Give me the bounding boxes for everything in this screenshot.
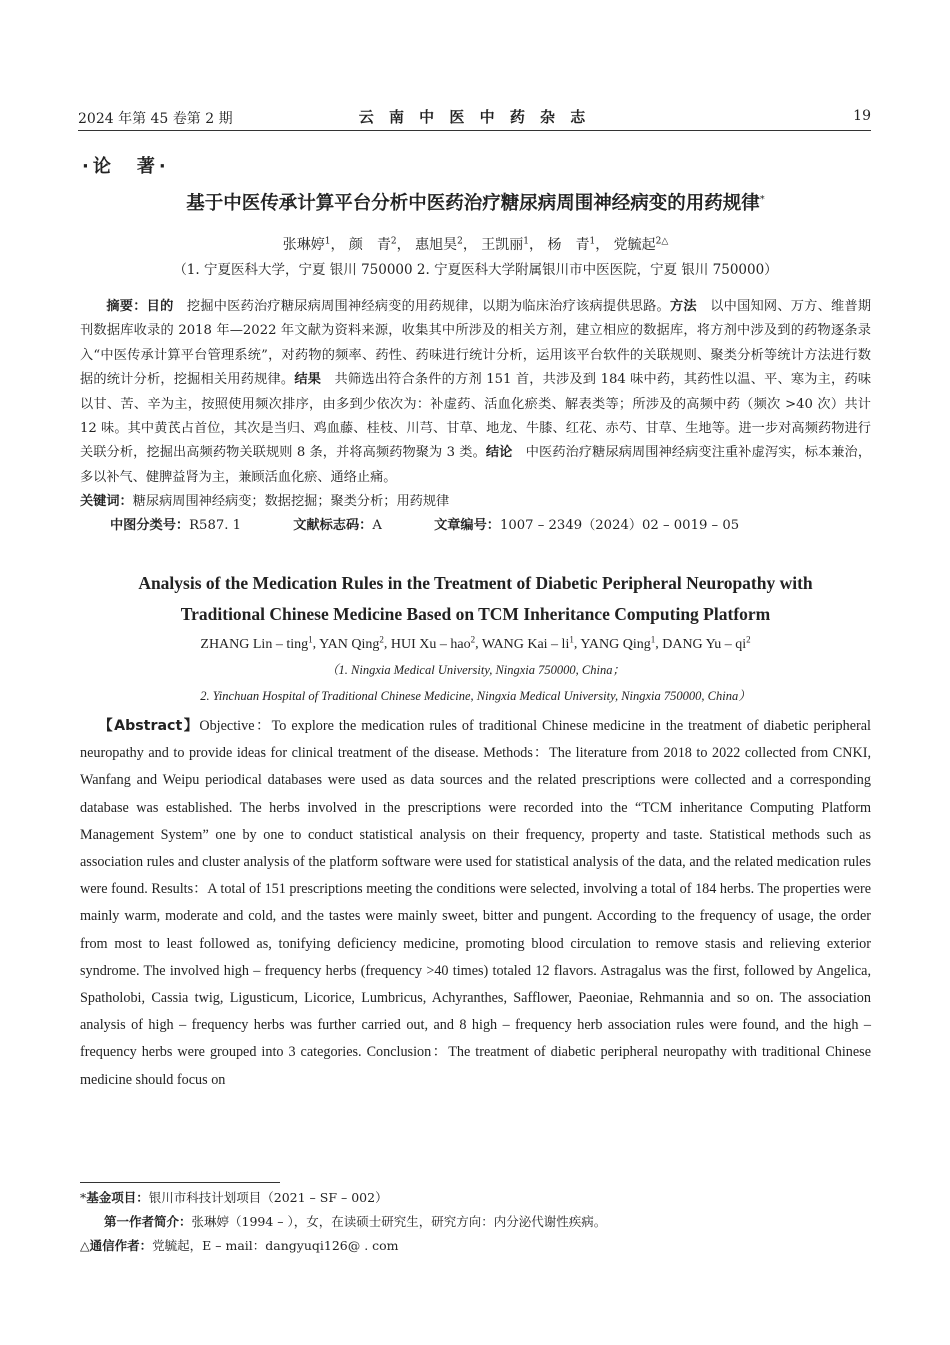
english-affiliation: （1. Ningxia Medical University, Ningxia 750000, China； 2. Yinchuan Hospital of Traditional Chinese Medicine, Ningxia Medical University, Ningxia 750000, China） — [200, 662, 751, 703]
issue-info: 2024 年第 45 卷第 2 期 — [78, 111, 233, 127]
author: YAN Qing$^2$ — [319, 634, 384, 652]
journal-name: 云 南 中 医 中 药 杂 志 — [358, 108, 591, 126]
english-title: Analysis of the Medication Rules in the Treatment of Diabetic Peripheral Neuropathy with Traditional Chinese Medicine Based on TCM Inheritance Computing Platform — [138, 573, 813, 625]
page-number: 19 — [853, 108, 871, 124]
first-author-note: 第一作者简介：张琳婷（1994 – ），女，在读硕士研究生，研究方向：内分泌代谢性疾病。 — [104, 1214, 607, 1229]
title-fund-mark: * — [759, 193, 765, 205]
author: HUI Xu – hao$^2$ — [390, 634, 476, 652]
author: 张琳婷$^1$ — [282, 236, 331, 253]
author: DANG Yu – $qi^2$ — [662, 634, 751, 652]
footnotes — [80, 1186, 871, 1258]
document-code: 文献标志码：A — [293, 518, 382, 534]
english-authors: ZHANG Lin – ting$^1$, YAN Qing$^2$, HUI Xu – hao$^2$, WANG Kai – $li^1$, YANG Qing$^1$, DANG Yu – $qi^2$ — [200, 634, 751, 652]
section-label: ·论 著· — [82, 156, 170, 177]
author: 颜 青$^2$ — [348, 236, 397, 253]
chinese-title-text: 基于中医传承计算平台分析中医药治疗糖尿病周围神经病变的用药规律 — [186, 193, 760, 214]
author: YANG Qing$^1$ — [580, 634, 656, 652]
author: 党毓起$^{2\triangle}$ — [613, 236, 669, 253]
article-body — [80, 152, 871, 1094]
author: 杨 青$^1$ — [547, 236, 596, 253]
chinese-title — [80, 189, 871, 215]
fund-note: *基金项目：银川市科技计划项目（2021 – SF – 002） — [80, 1190, 388, 1205]
author: 惠旭昊$^2$ — [415, 236, 463, 253]
chinese-abstract: 摘要：目的 挖掘中医药治疗糖尿病周围神经病变的用药规律，以期为临床治疗该病提供思路。方法 以中国知网、万方、维普期刊数据库收录的 2018 年—2022 年文献为资料来源，收集其中所涉及的相关方剂，建立相应的数据库，将方剂中涉及到的药物逐条录入“中医传承计算平台管理系统”，对药物的频率、药性、药味进行统计分析，运用该平台软件的关联规则、聚类分析等统计方法进行数据的统计分析，挖掘相关用药规律。结果 共筛选出符合条件的方剂 151 首，共涉及到 184 味中药，其药性以温、平、寒为主，药味以甘、苦、辛为主，按照使用频次排序，由多到少依次为：补虚药、活血化瘀类、解表类等；所涉及的高频中药（频次 >40 次）共计 12 味。其中黄芪占首位，其次是当归、鸡血藤、桂枝、川芎、甘草、地龙、牛膝、红花、赤芍、甘草、生地等。进一步对高频药物进行关联分析，挖掘出高频药物关联规则 8 条，并将高频药物聚为 3 类。结论 中医药治疗糖尿病周围神经病变注重补虚泻实，标本兼治，多以补气、健脾益肾为主，兼顾活血化瘀、通络止痛。 — [80, 299, 872, 485]
chinese-authors: 张琳婷$^1$， 颜 青$^2$， 惠旭昊$^2$， 王凯丽$^1$， 杨 青$^1$， 党毓起$^{2\triangle}$ — [282, 236, 669, 253]
author: 王凯丽$^1$ — [481, 236, 529, 253]
footnote-rule — [80, 1182, 280, 1183]
english-abstract: 【Abstract】Objective：To explore the medication rules of traditional Chinese medicine in the treatment of diabetic peripheral neuropathy and to provide ideas for clinical treatment of the disease. Methods：The literature from 2018 to 2022 collected from CNKI, Wanfang and Weipu periodical databases were used as data sources and the related prescriptions were collected and a corresponding database was established. The herbs involved in the prescriptions were recorded into the “TCM inheritance Computing Platform Management System” one by one to conduct statistical analysis on their frequency, property and taste. Statistical methods such as association rules and cluster analysis of the platform software were used for statistical analysis of the data, and the related medication rules were found. Results：A total of 151 prescriptions meeting the conditions were selected, involving a total of 184 herbs. The properties were mainly warm, moderate and cold, and the tastes were mainly sweet, bitter and pungent. According to the frequency of usage, the order from most to least followed as, tonifying deficiency medicine, promoting blood circulation to remove stasis and relieving exterior syndrome. The involved high – frequency herbs (frequency >40 times) totaled 12 flavors. Astragalus was the first, followed by Angelica, Spatholobi, Cassia twig, Ligusticum, Licorice, Lumbricus, Achyranthes, Safflower, Paeoniae, Rehmannia and so on. The association analysis of high – frequency herbs was further carried out, and 8 high – frequency herb association rules were found, and the high – frequency herbs were grouped into 3 categories. Conclusion：The treatment of diabetic peripheral neuropathy with traditional Chinese medicine should focus on — [80, 717, 871, 1088]
running-header — [78, 108, 871, 131]
author: ZHANG Lin – ting$^1$ — [200, 634, 313, 652]
classification-line — [110, 514, 871, 538]
clc-number: 中图分类号：R587. 1 — [110, 518, 241, 534]
keywords: 关键词：糖尿病周围神经病变；数据挖掘；聚类分析；用药规律 — [80, 494, 450, 510]
chinese-affiliation: （1. 宁夏医科大学，宁夏 银川 750000 2. 宁夏医科大学附属银川市中医医院，宁夏 银川 750000） — [173, 262, 778, 278]
author: WANG Kai – $li^1$ — [481, 634, 574, 652]
article-number: 文章编号：1007 – 2349（2024）02 – 0019 – 05 — [434, 518, 740, 534]
corresponding-author-note: △通信作者：党毓起，E – mail：dangyuqi126@ . com — [80, 1238, 399, 1253]
